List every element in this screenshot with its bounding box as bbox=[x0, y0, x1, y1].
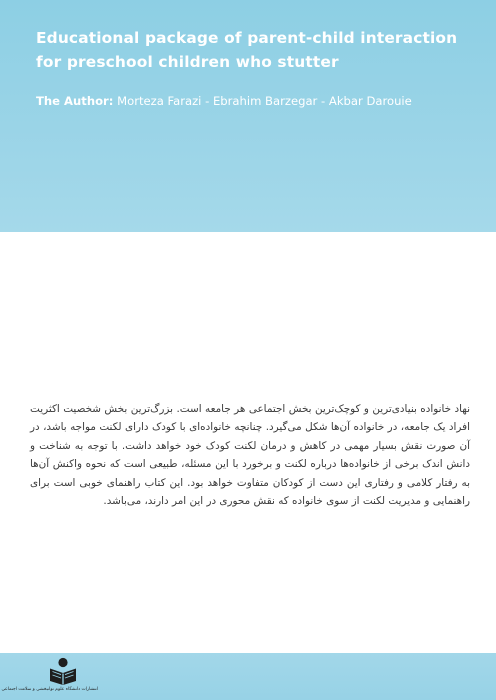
author-label: The Author: bbox=[36, 94, 114, 108]
open-book-logo-icon bbox=[47, 656, 79, 686]
author-names: Morteza Farazi - Ebrahim Barzegar - Akbar Darouie bbox=[117, 94, 412, 108]
publisher-name: انتشارات دانشگاه علوم توانبخشی و سلامت اجتماعی bbox=[1, 687, 98, 692]
top-color-band bbox=[0, 0, 496, 232]
book-title-line-1: Educational package of parent-child interaction bbox=[36, 29, 458, 47]
book-title-line-2: for preschool children who stutter bbox=[36, 53, 339, 71]
publisher-mark bbox=[1, 656, 98, 698]
book-title bbox=[36, 26, 486, 74]
book-description: نهاد خانواده بنیادی‌ترین و کوچک‌ترین بخش اجتماعی هر جامعه است. بزرگ‌ترین بخش شخصیت اکثریت افراد یک جامعه، در خانواده آن‌ها شکل می‌گیرد. چنانچه خانواده‌ای با کودک دارای لکنت مواجه باشد، در آن صورت نقش بسیار مهمی در کاهش و درمان لکنت کودک خود خواهد داشت. با توجه به شناخت و دانش اندک برخی از خانواده‌ها درباره لکنت و برخورد با این مسئله، طبیعی است که نحوه واکنش آن‌ها به رفتار کلامی و رفتاری این دست از کودکان متفاوت خواهد بود. این کتاب راهنمای خوبی است برای راهنمایی و مدیریت لکنت از سوی خانواده که نقش محوری در این امر دارند، می‌باشد. bbox=[30, 403, 470, 508]
author-line bbox=[36, 93, 486, 109]
